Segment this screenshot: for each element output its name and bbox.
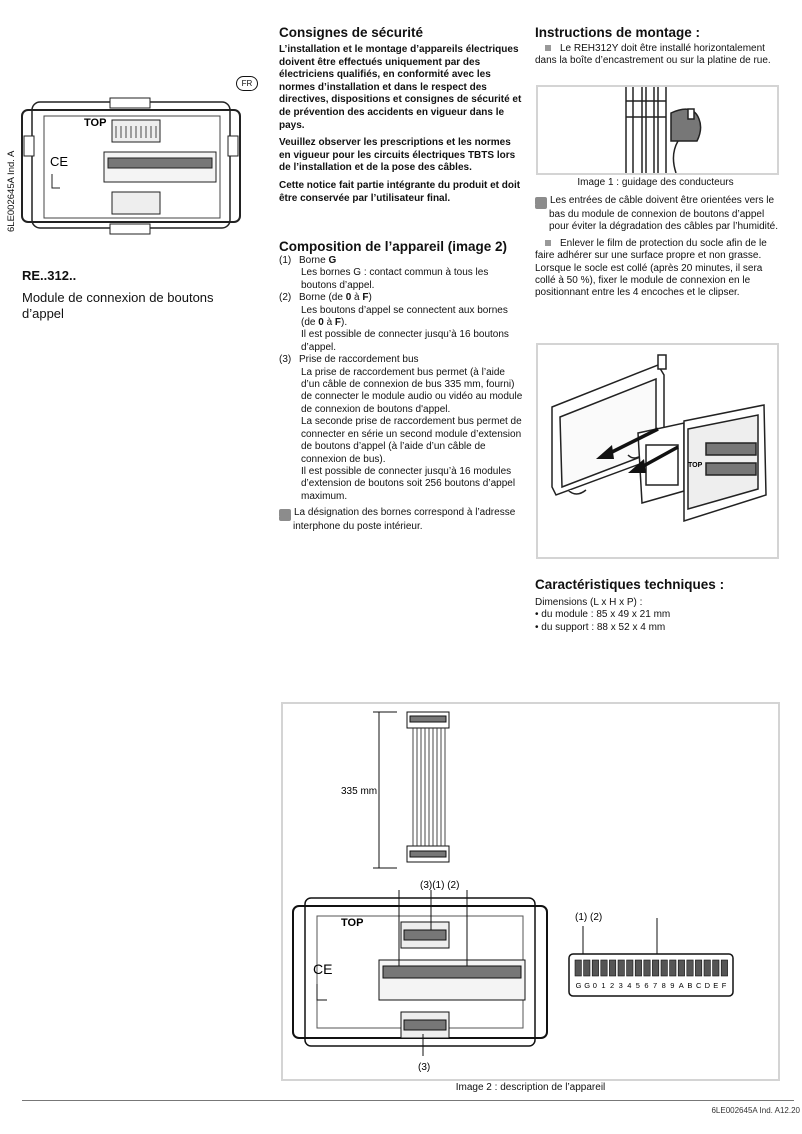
svg-text:CE: CE <box>313 961 333 977</box>
terminal-contact <box>635 960 641 976</box>
mounting-bullet-1: Le REH312Y doit être installé horizontalement dans la boîte d’encastrement ou sur la platine de rue. <box>535 43 771 67</box>
safety-section <box>279 25 525 205</box>
tech-section <box>535 577 785 634</box>
square-bullet-icon <box>545 240 551 246</box>
terminal-label: 0 <box>592 981 597 990</box>
top-label: TOP <box>84 117 107 129</box>
item-3: (3) Prise de raccordement bus <box>279 354 419 366</box>
square-bullet-icon <box>545 45 551 51</box>
mounting-details <box>532 195 785 300</box>
terminal-label: 4 <box>627 981 632 990</box>
mounting-bullet-2-continued: Lorsque le socle est collé (après 20 minutes, il sera collé à 50 %), fixer le module de connexion en le positionnant entre les 4 encoches et le clipser. <box>535 262 763 299</box>
image-1-caption: Image 1 : guidage des conducteurs <box>577 177 734 188</box>
safety-paragraph-1: L’installation et le montage d’appareils électriques doivent être effectués uniquement par des électriciens qualifiés, en conformité avec les normes d’installation et dans le respect des directives, dispositions et consignes de sécurité et de prévention des accidents en vigueur dans le pays. <box>279 44 522 131</box>
info-icon: i <box>279 509 291 521</box>
terminal-label: 3 <box>618 981 623 990</box>
image-2-frame <box>281 702 780 1081</box>
terminal-contact <box>609 960 615 976</box>
item-1: (1) Borne G <box>279 255 337 266</box>
image-1-frame <box>536 85 779 175</box>
cable-guidance-illustration <box>538 87 777 173</box>
footer-doc-ref: 6LE002645A Ind. A12.20 <box>711 1106 800 1115</box>
terminal-contact <box>618 960 624 976</box>
safety-paragraph-3: Cette notice fait partie intégrante du produit et doit être conservée par l’utilisateur final. <box>279 179 521 204</box>
item-3-description-1: La prise de raccordement bus permet (à l’aide d’un câble de connexion de bus 335 mm, fourni) de connecter le module audio ou vidéo au module de connexion de boutons d'appel. <box>301 366 523 415</box>
terminal-label: 8 <box>661 981 666 990</box>
terminal-contact <box>575 960 581 976</box>
footer-rule <box>22 1100 794 1101</box>
safety-paragraph-2: Veuillez observer les prescriptions et les normes en vigueur pour les circuits électriques TBTS lors de l’installation et de la pose des câbles. <box>279 137 516 174</box>
terminal-label: E <box>713 981 719 990</box>
terminal-contact <box>661 960 667 976</box>
mounting-illustration <box>538 345 777 557</box>
terminal-label: 2 <box>610 981 615 990</box>
item-2-description-1: Les boutons d’appel se connectent aux bornes (de 0 à F). <box>301 304 508 329</box>
ce-mark: CE <box>50 154 69 169</box>
terminal-contact <box>627 960 633 976</box>
terminal-contact <box>644 960 650 976</box>
device-illustration-small <box>20 96 242 236</box>
terminal-label: 9 <box>670 981 675 990</box>
mounting-section <box>535 25 785 68</box>
terminal-label: 1 <box>601 981 606 990</box>
device-description-illustration <box>283 704 778 1079</box>
terminal-label: B <box>687 981 693 990</box>
terminal-contact <box>592 960 598 976</box>
product-name: Module de connexion de boutons d’appel <box>22 290 214 321</box>
info-icon: i <box>535 197 547 209</box>
terminal-label: 5 <box>635 981 640 990</box>
item-1-description: Les bornes G : contact commun à tous les boutons d’appel. <box>301 267 489 291</box>
terminal-label: F <box>721 981 727 990</box>
label-bottom: (3) <box>418 1062 431 1073</box>
terminal-contact <box>695 960 701 976</box>
mounting-title: Instructions de montage : <box>535 25 701 40</box>
safety-title: Consignes de sécurité <box>279 25 424 40</box>
terminal-label: G <box>575 981 582 990</box>
language-badge: FR <box>236 76 258 91</box>
terminal-label: G <box>584 981 591 990</box>
doc-ref-vertical: 6LE002645A Ind. A <box>6 150 17 232</box>
terminal-contact <box>721 960 727 976</box>
product-code: RE..312.. <box>22 268 77 283</box>
labels-right: (1) (2) <box>575 912 603 923</box>
terminal-contact <box>601 960 607 976</box>
module-dimensions: • du module : 85 x 49 x 21 mm <box>535 609 671 621</box>
item-3-description-3: Il est possible de connecter jusqu’à 16 modules d’extension de boutons soit 256 boutons d’appel maximum. <box>301 465 516 502</box>
item-2: (2) Borne (de 0 à F) <box>279 292 372 304</box>
terminal-label: 7 <box>653 981 658 990</box>
item-3-description-2: La seconde prise de raccordement bus permet de connecter en série un second module d’extension de boutons d’appel (à l’aide d’un câble de connexion de bus). <box>301 416 522 465</box>
terminal-label: A <box>678 981 684 990</box>
tech-title: Caractéristiques techniques : <box>535 577 725 592</box>
terminal-contact <box>704 960 710 976</box>
terminal-label: 6 <box>644 981 649 990</box>
terminal-contact <box>678 960 684 976</box>
terminal-contact <box>713 960 719 976</box>
svg-text:TOP: TOP <box>688 462 703 469</box>
composition-title: Composition de l’appareil (image 2) <box>279 239 508 254</box>
terminal-contact <box>652 960 658 976</box>
item-1-number: (1) <box>279 255 292 266</box>
dimensions-label: Dimensions (L x H x P) : <box>535 597 643 608</box>
support-dimensions: • du support : 88 x 52 x 4 mm <box>535 621 666 633</box>
composition-note: i La désignation des bornes correspond à l’adresse interphone du poste intérieur. <box>276 507 516 533</box>
mounting-note: i Les entrées de câble doivent être orientées vers le bas du module de connexion de boutons d’appel pour éviter la dégradation des câbles par l’humidité. <box>532 195 779 233</box>
terminal-label: D <box>704 981 711 990</box>
mounting-bullet-2: Enlever le film de protection du socle afin de le faire adhérer sur une surface propre et non grasse. <box>535 237 767 262</box>
mounting-illustration-frame <box>536 343 779 559</box>
terminal-contact <box>584 960 590 976</box>
terminal-contact <box>687 960 693 976</box>
terminal-label: C <box>696 981 702 990</box>
svg-text:TOP: TOP <box>341 917 364 929</box>
labels-top: (3)(1) (2) <box>420 880 460 891</box>
cable-length-label: 335 mm <box>341 786 378 797</box>
terminal-contact <box>670 960 676 976</box>
item-2-description-2: Il est possible de connecter jusqu’à 16 boutons d’appel. <box>301 329 509 353</box>
image-2-caption-text: Image 2 : description de l’appareil <box>455 1082 606 1093</box>
composition-section <box>276 239 525 534</box>
